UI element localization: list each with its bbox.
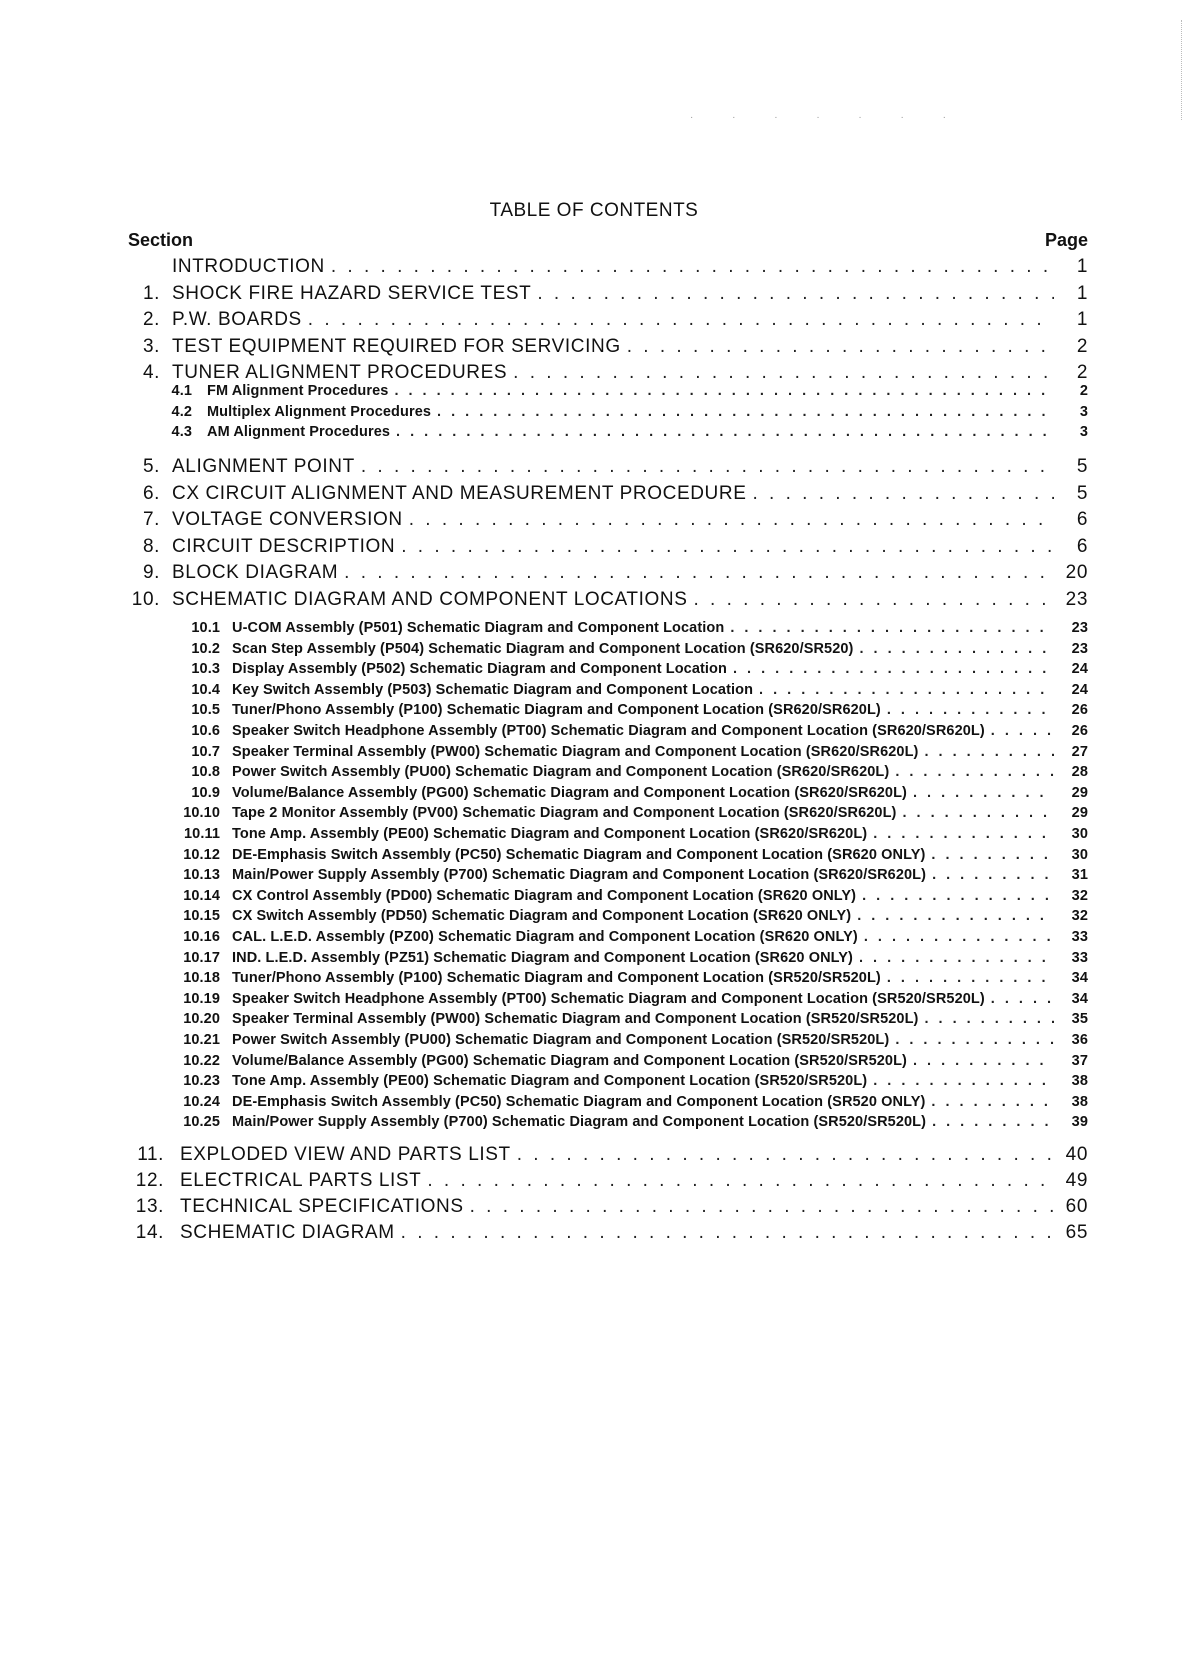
toc-number: 1. (142, 282, 160, 304)
toc-number: 10.7 (191, 743, 220, 760)
toc-title: Speaker Switch Headphone Assembly (PT00) Schematic Diagram and Component Location (SR520/SR520L) (232, 990, 985, 1007)
toc-title: DE-Emphasis Switch Assembly (PC50) Schematic Diagram and Component Location (SR620 ONLY) (232, 846, 926, 863)
toc-page-number: 60 (1065, 1196, 1088, 1217)
toc-title: SCHEMATIC DIAGRAM AND COMPONENT LOCATIONS (172, 588, 688, 610)
dot-leader (513, 362, 1054, 384)
toc-number: 10.2 (191, 640, 220, 657)
dot-leader (409, 509, 1054, 531)
toc-title: CIRCUIT DESCRIPTION (172, 535, 396, 557)
toc-number: 10.5 (191, 702, 220, 719)
dot-leader (517, 1144, 1054, 1166)
toc-page-number: 37 (1071, 1052, 1088, 1069)
dot-leader (873, 1073, 1054, 1089)
toc-page-number: 32 (1071, 887, 1088, 904)
dot-leader (924, 1011, 1054, 1027)
toc-number: 10.22 (183, 1052, 220, 1069)
toc-page-number: 5 (1076, 482, 1088, 504)
dot-leader (394, 383, 1054, 399)
toc-number: 10.21 (183, 1032, 220, 1048)
dot-leader (887, 970, 1054, 986)
toc-page-number: 5 (1076, 456, 1088, 477)
toc-title: FM Alignment Procedures (207, 383, 389, 399)
dot-leader (991, 991, 1054, 1007)
dot-leader (895, 764, 1054, 780)
toc-title: TUNER ALIGNMENT PROCEDURES (172, 362, 508, 383)
toc-title: BLOCK DIAGRAM (172, 562, 339, 583)
toc-number: 12. (135, 1170, 164, 1191)
toc-number: 10.25 (183, 1114, 220, 1131)
toc-page-number: 33 (1071, 929, 1088, 945)
toc-title: DE-Emphasis Switch Assembly (PC50) Schematic Diagram and Component Location (SR520 ONLY) (232, 1093, 926, 1110)
dot-leader (924, 744, 1054, 760)
dot-leader (752, 483, 1054, 505)
toc-title: Display Assembly (P502) Schematic Diagram and Component Location (232, 661, 727, 678)
toc-page-number: 29 (1071, 805, 1088, 822)
toc-page-number: 31 (1071, 867, 1088, 884)
dot-leader (991, 723, 1054, 739)
toc-page-number: 1 (1076, 256, 1088, 277)
toc-page-number: 33 (1071, 949, 1088, 966)
toc-title: TECHNICAL SPECIFICATIONS (180, 1196, 464, 1217)
section-column-header: Section (128, 230, 194, 250)
toc-title: Key Switch Assembly (P503) Schematic Diagram and Component Location (232, 681, 754, 698)
toc-title: Tape 2 Monitor Assembly (PV00) Schematic Diagram and Component Location (SR620/SR620L) (232, 805, 897, 822)
toc-page-number: 34 (1071, 970, 1088, 987)
toc-page-number: 28 (1071, 764, 1088, 781)
dot-leader (427, 1170, 1054, 1192)
toc-page-number: 27 (1071, 743, 1088, 760)
dot-leader (902, 805, 1054, 821)
scan-margin-mark (1180, 20, 1182, 120)
toc-page-number: 35 (1071, 1011, 1088, 1028)
toc-number: 10.11 (184, 826, 220, 842)
toc-title: Scan Step Assembly (P504) Schematic Diagram and Component Location (SR620/SR520) (232, 640, 854, 657)
toc-page-number: 30 (1071, 846, 1088, 863)
toc-page-number: 29 (1071, 784, 1088, 801)
dot-leader (862, 888, 1054, 904)
toc-page-number: 3 (1079, 424, 1088, 440)
dot-leader (913, 785, 1054, 801)
toc-number: 10.20 (183, 1011, 220, 1028)
dot-leader (437, 404, 1054, 420)
toc-title: CX Control Assembly (PD00) Schematic Diagram and Component Location (SR620 ONLY) (232, 887, 857, 904)
toc-number: 10.3 (191, 661, 220, 678)
toc-page-number: 34 (1071, 990, 1088, 1007)
toc-title: Tuner/Phono Assembly (P100) Schematic Diagram and Component Location (SR620/SR620L) (232, 702, 881, 719)
toc-title: Power Switch Assembly (PU00) Schematic Diagram and Component Location (SR620/SR620L) (232, 764, 890, 781)
toc-number: 3. (142, 335, 160, 357)
toc-number: 13. (135, 1196, 164, 1217)
toc-page-number: 1 (1076, 309, 1088, 330)
toc-number: 10.6 (191, 723, 220, 739)
toc-number: 14. (135, 1222, 164, 1243)
dot-leader (887, 702, 1054, 718)
toc-title: ALIGNMENT POINT (172, 456, 355, 477)
toc-title: Speaker Terminal Assembly (PW00) Schematic Diagram and Component Location (SR620/SR620L) (232, 743, 919, 760)
dot-leader (864, 929, 1054, 945)
toc-page-number: 38 (1071, 1093, 1088, 1110)
toc-title: SHOCK FIRE HAZARD SERVICE TEST (172, 282, 532, 304)
dot-leader (859, 641, 1054, 657)
dot-leader (859, 950, 1054, 966)
dot-leader (895, 1032, 1054, 1048)
toc-title: Tone Amp. Assembly (PE00) Schematic Diagram and Component Location (SR620/SR620L) (232, 826, 868, 842)
toc-number: 10.14 (183, 887, 220, 904)
toc-page-number: 23 (1071, 640, 1088, 657)
toc-number: 10.12 (183, 846, 220, 863)
dot-leader (401, 536, 1054, 558)
toc-number: 11. (137, 1144, 164, 1165)
toc-page-number: 6 (1076, 535, 1088, 557)
toc-title: Speaker Terminal Assembly (PW00) Schematic Diagram and Component Location (SR520/SR520L) (232, 1011, 919, 1028)
toc-number: 10.8 (191, 764, 220, 781)
toc-page-number: 30 (1071, 826, 1088, 842)
toc-number: 10.15 (183, 908, 220, 925)
page-title: TABLE OF CONTENTS (489, 200, 699, 221)
toc-title: EXPLODED VIEW AND PARTS LIST (180, 1144, 511, 1165)
toc-number: 4.3 (171, 424, 192, 440)
dot-leader (931, 1094, 1054, 1110)
dot-leader (730, 620, 1054, 636)
toc-page-number: 20 (1065, 562, 1088, 583)
toc-title: SCHEMATIC DIAGRAM (180, 1222, 395, 1243)
dot-leader (537, 283, 1054, 305)
toc-number: 10.18 (183, 970, 220, 987)
toc-number: 10.1 (191, 620, 220, 636)
dot-leader (470, 1196, 1054, 1218)
toc-page-number: 6 (1076, 509, 1088, 530)
toc-number: 10.23 (183, 1073, 220, 1090)
toc-page-number: 40 (1065, 1144, 1088, 1165)
toc-number: 10.19 (183, 990, 220, 1007)
toc-title: U-COM Assembly (P501) Schematic Diagram and Component Location (232, 620, 725, 636)
toc-title: Volume/Balance Assembly (PG00) Schematic Diagram and Component Location (SR620/SR620L) (232, 784, 907, 801)
dot-leader (344, 562, 1054, 584)
toc-title: INTRODUCTION (172, 256, 325, 277)
toc-page-number: 38 (1071, 1073, 1088, 1090)
dot-leader (361, 456, 1054, 478)
toc-title: CAL. L.E.D. Assembly (PZ00) Schematic Diagram and Component Location (SR620 ONLY) (232, 929, 858, 945)
toc-title: Main/Power Supply Assembly (P700) Schematic Diagram and Component Location (SR520/SR520L) (232, 1114, 927, 1131)
toc-title: Power Switch Assembly (PU00) Schematic Diagram and Component Location (SR520/SR520L) (232, 1032, 890, 1048)
toc-title: ELECTRICAL PARTS LIST (180, 1170, 422, 1191)
toc-number: 10.17 (183, 949, 220, 966)
toc-number: 4.2 (171, 403, 192, 420)
toc-title: Tone Amp. Assembly (PE00) Schematic Diagram and Component Location (SR520/SR520L) (232, 1073, 868, 1090)
toc-page-number: 23 (1065, 588, 1088, 610)
toc-page-number: 24 (1071, 661, 1088, 678)
toc-number: 10.24 (183, 1093, 220, 1110)
toc-title: Volume/Balance Assembly (PG00) Schematic Diagram and Component Location (SR520/SR520L) (232, 1052, 907, 1069)
dot-leader (401, 1222, 1054, 1244)
toc-page-number: 2 (1076, 362, 1088, 383)
dot-leader (308, 309, 1054, 331)
toc-page-number: 36 (1071, 1032, 1088, 1048)
toc-number: 5. (142, 456, 160, 477)
scan-artifact: · · · · · · · (690, 112, 964, 123)
toc-title: TEST EQUIPMENT REQUIRED FOR SERVICING (172, 335, 621, 357)
toc-number: 2. (142, 309, 160, 330)
dot-leader (931, 847, 1054, 863)
toc-page-number: 24 (1071, 681, 1088, 698)
toc-title: Tuner/Phono Assembly (P100) Schematic Diagram and Component Location (SR520/SR520L) (232, 970, 881, 987)
toc-number: 8. (142, 535, 160, 557)
dot-leader (396, 424, 1054, 440)
toc-number: 10.16 (183, 929, 220, 945)
dot-leader (913, 1053, 1054, 1069)
toc-page-number: 49 (1065, 1170, 1088, 1191)
toc-number: 10.9 (191, 784, 220, 801)
toc-page-number: 1 (1076, 282, 1088, 304)
toc-page-number: 23 (1071, 620, 1088, 636)
dot-leader (693, 589, 1054, 611)
dot-leader (759, 682, 1054, 698)
dot-leader (627, 336, 1054, 358)
dot-leader (733, 661, 1054, 677)
toc-number: 9. (142, 562, 160, 583)
dot-leader (331, 256, 1054, 278)
toc-title: P.W. BOARDS (172, 309, 302, 330)
toc-page-number: 3 (1079, 403, 1088, 420)
toc-number: 10.10 (183, 805, 220, 822)
toc-title: AM Alignment Procedures (207, 424, 391, 440)
dot-leader (857, 908, 1054, 924)
dot-leader (873, 826, 1054, 842)
toc-page-number: 2 (1076, 335, 1088, 357)
toc-number: 4. (142, 362, 160, 383)
page-column-header: Page (1044, 230, 1088, 250)
toc-title: CX Switch Assembly (PD50) Schematic Diagram and Component Location (SR620 ONLY) (232, 908, 852, 925)
dot-leader (932, 1114, 1054, 1130)
dot-leader (932, 867, 1054, 883)
toc-page-number: 26 (1071, 723, 1088, 739)
toc-number: 10.4 (191, 681, 220, 698)
toc-page-number: 39 (1071, 1114, 1088, 1131)
toc-number: 7. (142, 509, 160, 530)
toc-number: 10. (131, 588, 160, 610)
toc-title: CX CIRCUIT ALIGNMENT AND MEASUREMENT PROCEDURE (172, 482, 747, 504)
toc-page-number: 65 (1065, 1222, 1088, 1243)
toc-title: Main/Power Supply Assembly (P700) Schematic Diagram and Component Location (SR620/SR620L) (232, 867, 927, 884)
toc-page-number: 26 (1071, 702, 1088, 719)
toc-page-number: 32 (1071, 908, 1088, 925)
toc-title: Speaker Switch Headphone Assembly (PT00) Schematic Diagram and Component Location (SR620/SR620L) (232, 723, 985, 739)
toc-number: 4.1 (171, 383, 192, 399)
toc-number: 10.13 (183, 867, 220, 884)
toc-number: 6. (142, 482, 160, 504)
toc-title: Multiplex Alignment Procedures (207, 403, 432, 420)
toc-title: IND. L.E.D. Assembly (PZ51) Schematic Diagram and Component Location (SR620 ONLY) (232, 949, 853, 966)
toc-title: VOLTAGE CONVERSION (172, 509, 403, 530)
toc-page-number: 2 (1079, 383, 1088, 399)
